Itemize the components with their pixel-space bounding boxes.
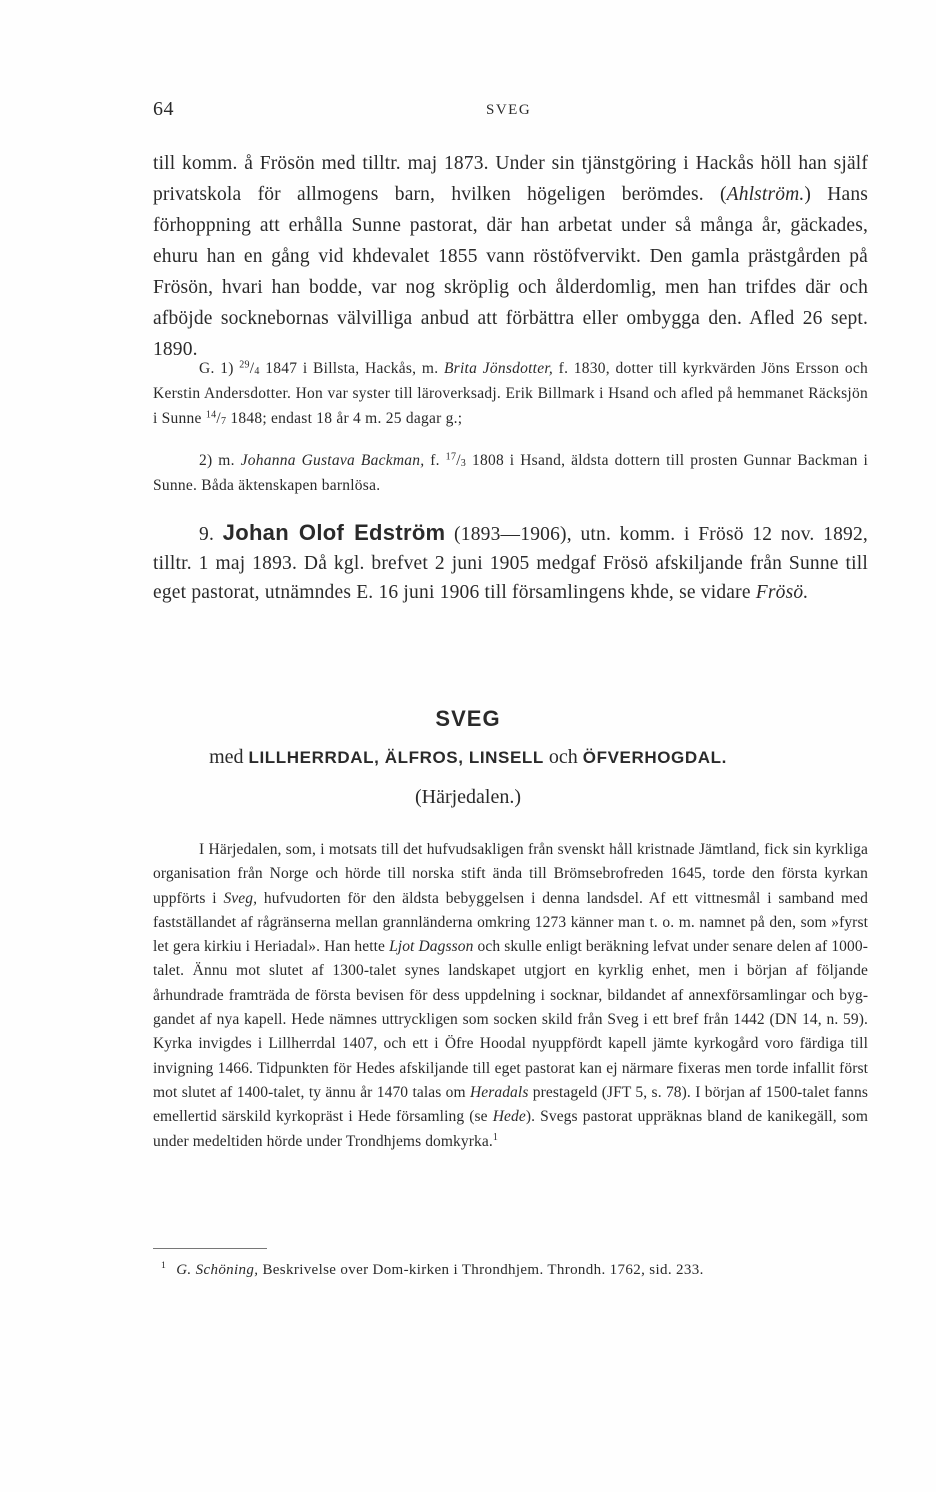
p5-text-d: prestageld (JFT 5, s. 78). I början af 1500-talet fanns emellertid särskild kyrkopräst i Hede församling (se — [153, 1083, 868, 1126]
entry-number: 9. — [199, 524, 215, 545]
footnote-mark: 1 — [161, 1260, 167, 1271]
p5-text-a: I Härjedalen, som, i motsats till det hufvudsakligen från svenskt håll kristnade Jämtland, fick sin kyrkliga organisation från Norge och hörde till norska stift ända till Brömsebrofreden 1645, torde den första kyrkan uppförts i — [153, 841, 868, 907]
entry-name: Johan Olof Edström — [222, 520, 446, 545]
p3-text-a: 2) m. — [199, 452, 241, 469]
p3-text-c: 1808 i Hsand, äldsta dottern till prosten Gunnar Backman i Sunne. Båda äktenskapen barnlösa. — [153, 452, 868, 494]
cross-ref: Hede — [492, 1108, 526, 1126]
p1-source-ref: Ahlström. — [726, 184, 805, 205]
paragraph-entry-9 — [153, 518, 868, 607]
date-fraction: $^{14}/_7$ — [205, 409, 227, 427]
p1-text-a: till komm. å Frösön med tilltr. maj 1873. Under sin tjänstgöring i Hackås höll han själf privatskola för allmogens barn, hvilken högeligen berömdes. ( — [153, 153, 868, 205]
place-name: Sveg, — [223, 889, 258, 907]
paragraph-biography-continued — [153, 148, 868, 365]
section-title: SVEG — [435, 706, 501, 731]
place-name: Heradals — [469, 1083, 529, 1101]
paragraph-history — [153, 838, 868, 1154]
running-head: SVEG — [486, 102, 532, 118]
p2-text-c: f. 1830, dotter till kyrkvärden Jöns Ersson och Kerstin Andersdotter. Hon var syster till läroverksadj. Erik Billmark i Hsand och afled på hemmanet Räcksjön i Sunne — [153, 360, 869, 427]
footnote-text: Beskrivelse over Dom-kirken i Throndhjem. Throndh. 1762, sid. 233. — [258, 1262, 704, 1278]
spouse-name: Johanna Gustava Backman, — [240, 452, 425, 469]
p4-text: (1893—1906), utn. komm. i Frösö 12 nov. 1892, tilltr. 1 maj 1893. Då kgl. brefvet 2 juni 1905 medgaf Frösö afskiljande från Sunne till eget pastorat, utnämndes E. 16 juni 1906 till församlingens khde, se vidare — [153, 524, 868, 603]
p5-text-e: ). Svegs pastorat uppräknas bland de kanikegäll, som under medeltiden hörde under Trondhjems domkyrka. — [153, 1108, 868, 1150]
section-subtitle: med LILLHERRDAL, ÄLFROS, LINSELL och ÖFVERHOGDAL. — [209, 746, 727, 768]
footnote — [153, 1262, 868, 1279]
p2-text-a: G. 1) — [199, 360, 240, 377]
section-region: (Härjedalen.) — [414, 786, 522, 808]
p5-text-b: hufvudorten för den äldsta bebyggelsen i denna landsdel. Af ett vittnesmål i samband med fastställandet af rågränserna mellan grannländerna omkring 1273 känner man t. o. m. namnet på den, som »fyrst let gera kirkiu i Heriadal». Han hette — [153, 889, 868, 956]
footnote-author: G. Schöning, — [176, 1262, 259, 1278]
page-number: 64 — [153, 98, 174, 120]
footnote-ref[interactable]: 1 — [492, 1131, 498, 1143]
cross-ref: Frösö. — [755, 582, 809, 603]
person-name: Ljot Dagsson — [389, 938, 474, 956]
p5-text-c: och skulle enligt beräkning lefvat under senare delen af 1000-talet. Ännu mot slutet af 1300-talet synes landskapet utgjort en kyrklig enhet, men i början af följande århundrade framträda de första bevisen för dess uppdelning i socknar, bildandet af annexförsamlingar och byggandet af nya kapell. Hede nämnes uttryckligen som socken skild från Sveg i ett bref från 1442 (DN 14, n. 59). Kyrka invigdes i Lillherrdal 1407, och ett i Öfre Hoodal nyuppfördt kapell jämte kyrkogård voro färdiga till invigning 1466. Tidpunkten för Hedes afskiljande till eget pastorat kan ej närmare fixeras men torde infallit först mot slutet af 1400-talet, ty ännu år 1470 talas om — [153, 938, 868, 1101]
spouse-name: Brita Jönsdotter, — [443, 360, 554, 377]
date-fraction: $^{17}/_3$ — [445, 451, 467, 469]
p3-text-b: f. — [424, 452, 446, 469]
paragraph-marriage-2 — [153, 448, 868, 498]
p2-text-d: 1848; endast 18 år 4 m. 25 dagar g.; — [226, 410, 463, 427]
footnote-rule — [153, 1248, 267, 1249]
p1-text-b: ) Hans förhoppning att erhålla Sunne pastorat, där han arbetat under så många år, gäckades, ehuru han en gång vid khdevalet 1855 vann röstöfvervikt. Den gamla prästgården på Frösön, hvari han bodde, var nog skröplig och ålderdomlig, men han trifdes där och afböjde socknebornas välvilliga anbud att förbättra eller ombygga den. Afled 26 sept. 1890. — [153, 184, 868, 360]
p2-text-b: 1847 i Billsta, Hackås, m. — [259, 360, 444, 377]
date-fraction: $^{29}/_4$ — [239, 359, 260, 377]
paragraph-marriage-1 — [153, 356, 868, 431]
